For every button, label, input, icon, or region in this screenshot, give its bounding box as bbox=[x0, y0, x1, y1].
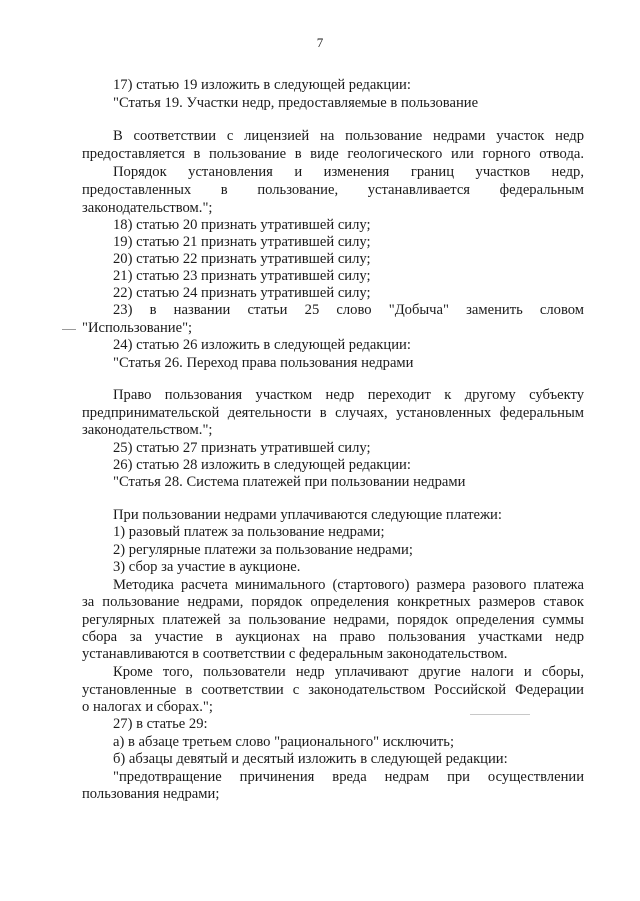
text-line: пользования недрами; bbox=[82, 786, 220, 802]
text-line: При пользовании недрами уплачиваются следующие платежи: bbox=[113, 507, 502, 523]
text-line: 18) статью 20 признать утратившей силу; bbox=[113, 217, 371, 233]
text-line: 20) статью 22 признать утратившей силу; bbox=[113, 251, 371, 267]
text-line: "Статья 19. Участки недр, предоставляемые в пользование bbox=[113, 95, 479, 111]
text-line: 17) статью 19 изложить в следующей редакции: bbox=[113, 77, 411, 93]
text-line: 1) разовый платеж за пользование недрами; bbox=[113, 524, 385, 540]
text-line: Порядок установления и изменения границ участков недр, bbox=[113, 164, 584, 180]
text-line: "Статья 26. Переход права пользования недрами bbox=[113, 355, 414, 371]
text-line: "Использование"; bbox=[82, 320, 193, 336]
text-line: законодательством."; bbox=[82, 422, 213, 438]
text-line: 22) статью 24 признать утратившей силу; bbox=[113, 285, 371, 301]
text-line: а) в абзаце третьем слово "рационального" исключить; bbox=[113, 734, 455, 750]
text-line: установленные в соответствии с законодательством Российской Федерации bbox=[82, 682, 584, 698]
text-line: 21) статью 23 признать утратившей силу; bbox=[113, 268, 371, 284]
text-line: Кроме того, пользователи недр уплачивают другие налоги и сборы, bbox=[113, 664, 584, 680]
text-line: за пользование недрами, порядок определения конкретных размеров ставок bbox=[82, 594, 584, 610]
text-line: сбора за участие в аукционах на право пользования участками недр bbox=[82, 629, 584, 645]
text-line: предоставленных в пользование, устанавливается федеральным bbox=[82, 182, 584, 198]
scan-speck bbox=[62, 329, 76, 330]
text-line: о налогах и сборах."; bbox=[82, 699, 213, 715]
text-line: Право пользования участком недр переходит к другому субъекту bbox=[113, 387, 584, 403]
text-line: 27) в статье 29: bbox=[113, 716, 208, 732]
text-line: "Статья 28. Система платежей при пользовании недрами bbox=[113, 474, 466, 490]
text-line: 24) статью 26 изложить в следующей редакции: bbox=[113, 337, 411, 353]
text-line: б) абзацы девятый и десятый изложить в следующей редакции: bbox=[113, 751, 508, 767]
text-line: 23) в названии статьи 25 слово "Добыча" заменить словом bbox=[113, 302, 584, 318]
text-line: 2) регулярные платежи за пользование недрами; bbox=[113, 542, 413, 558]
text-line: В соответствии с лицензией на пользование недрами участок недр bbox=[113, 128, 584, 144]
text-line: законодательством."; bbox=[82, 200, 213, 216]
text-line: регулярных платежей за пользование недрами, порядок определения суммы bbox=[82, 612, 584, 628]
scan-speck bbox=[470, 714, 530, 715]
text-line: 19) статью 21 признать утратившей силу; bbox=[113, 234, 371, 250]
text-line: устанавливаются в соответствии с федеральным законодательством. bbox=[82, 646, 508, 662]
text-line: предоставляется в пользование в виде геологического или горного отвода. bbox=[82, 146, 584, 162]
text-line: 25) статью 27 признать утратившей силу; bbox=[113, 440, 371, 456]
text-line: Методика расчета минимального (стартового) размера разового платежа bbox=[113, 577, 584, 593]
page-number: 7 bbox=[316, 35, 324, 50]
text-line: 26) статью 28 изложить в следующей редакции: bbox=[113, 457, 411, 473]
text-line: 3) сбор за участие в аукционе. bbox=[113, 559, 301, 575]
text-line: предпринимательской деятельности в случаях, установленных федеральным bbox=[82, 405, 584, 421]
text-line: "предотвращение причинения вреда недрам при осуществлении bbox=[113, 769, 584, 785]
